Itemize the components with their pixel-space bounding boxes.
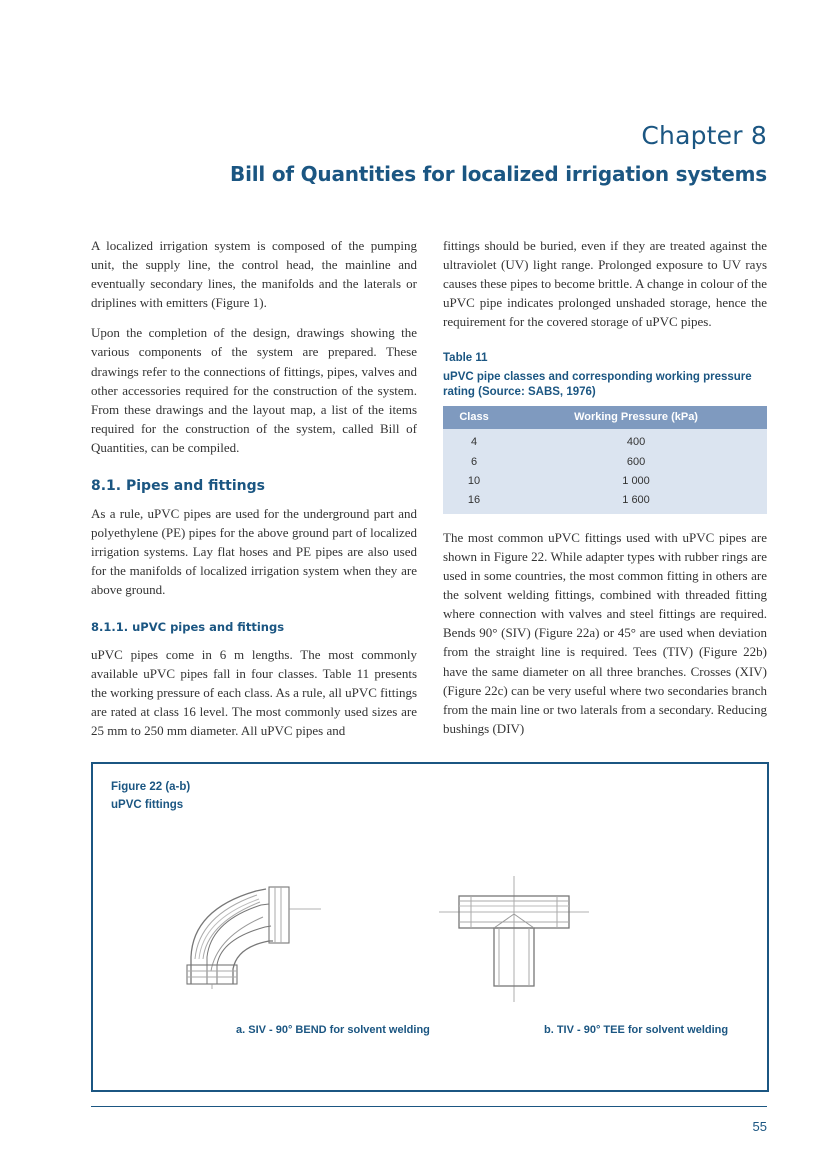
table-cell: 10 [443,472,505,491]
intro-paragraph-2: Upon the completion of the design, drawings showing the various components of the system are prepared. These drawings refer to the connections of fittings, pipes, valves and other accessories required for the construction of the system. From these drawings and the layout map, a list of the items required for the construction of the system, called Bill of Quantities, can be compiled. [91,325,417,455]
table-row [443,491,767,514]
table-row [443,472,767,491]
continued-paragraph-2: The most common uPVC fittings used with uPVC pipes are shown in Figure 22. While adapter types with rubber rings are used in some countries, the most common fitting in others are the solvent welding fittings, combined with threaded fitting where connection with valves and steel fittings are required. Bends 90° (SIV) (Figure 22a) or 45° are used when deviation from the straight line is required. Tees (TIV) (Figure 22b) have the same diameter on all three branches. Crosses (XIV) (Figure 22c) can be very useful where two secondaries branch from the main line or two laterals from a secondary. Reducing bushings (DIV) [443,529,767,736]
table-header-class: Class [443,406,505,429]
table-header-pressure: Working Pressure (kPa) [505,406,767,429]
figure-caption-a: a. SIV - 90° BEND for solvent welding [236,1024,430,1036]
section-heading: 8.1. Pipes and fittings [91,478,265,495]
continued-paragraph-1: fittings should be buried, even if they are treated against the ultraviolet (UV) light range. Prolonged exposure to UV rays causes these pipes to become brittle. A change in colour of the uPVC pipe indicates prolonged unshaded storage, hence the requirement for the covered storage of uPVC pipes. [443,238,767,330]
page-number: 55 [752,1119,767,1134]
footer-rule [91,1106,767,1107]
figure-title: uPVC fittings [111,799,184,811]
table-label: Table 11 [443,352,488,365]
left-column [91,236,417,751]
right-column [443,236,767,749]
table-cell: 6 [443,453,505,472]
table-row [443,429,767,452]
figure-box [91,762,769,1092]
table-cell: 16 [443,491,505,514]
table-cell: 4 [443,429,505,452]
bend-fitting-drawing [181,879,341,989]
table-caption: uPVC pipe classes and corresponding working pressure rating (Source: SABS, 1976) [443,371,752,399]
figure-number: Figure 22 (a-b) [111,781,191,793]
section-paragraph: As a rule, uPVC pipes are used for the underground part and polyethylene (PE) pipes for the above ground part of localized irrigation systems. Lay flat hoses and PE pipes are also used for the manifolds of localized irrigation system when they are above ground. [91,506,417,598]
table-cell: 1 600 [505,491,767,514]
figure-caption-b: b. TIV - 90° TEE for solvent welding [544,1024,729,1036]
tee-fitting-drawing [439,874,589,1004]
chapter-subtitle: Bill of Quantities for localized irrigation systems [230,162,767,186]
chapter-title: Chapter 8 [641,121,767,150]
table-row [443,453,767,472]
figure-label [111,778,190,814]
table-cell: 1 000 [505,472,767,491]
intro-paragraph-1: A localized irrigation system is composed of the pumping unit, the supply line, the control head, the mainline and eventually secondary lines, the manifolds and the laterals or driplines with emitters (Figure 1). [91,238,417,311]
subsection-heading: 8.1.1. uPVC pipes and fittings [91,619,285,634]
table-cell: 400 [505,429,767,452]
pressure-table [443,406,767,513]
subsection-paragraph: uPVC pipes come in 6 m lengths. The most commonly available uPVC pipes fall in four classes. Table 11 presents the working pressure of each class. As a rule, all uPVC fittings are rated at class 16 level. The most commonly used sizes are 25 mm to 250 mm diameter. All uPVC pipes and [91,646,418,738]
table-cell: 600 [505,453,767,472]
